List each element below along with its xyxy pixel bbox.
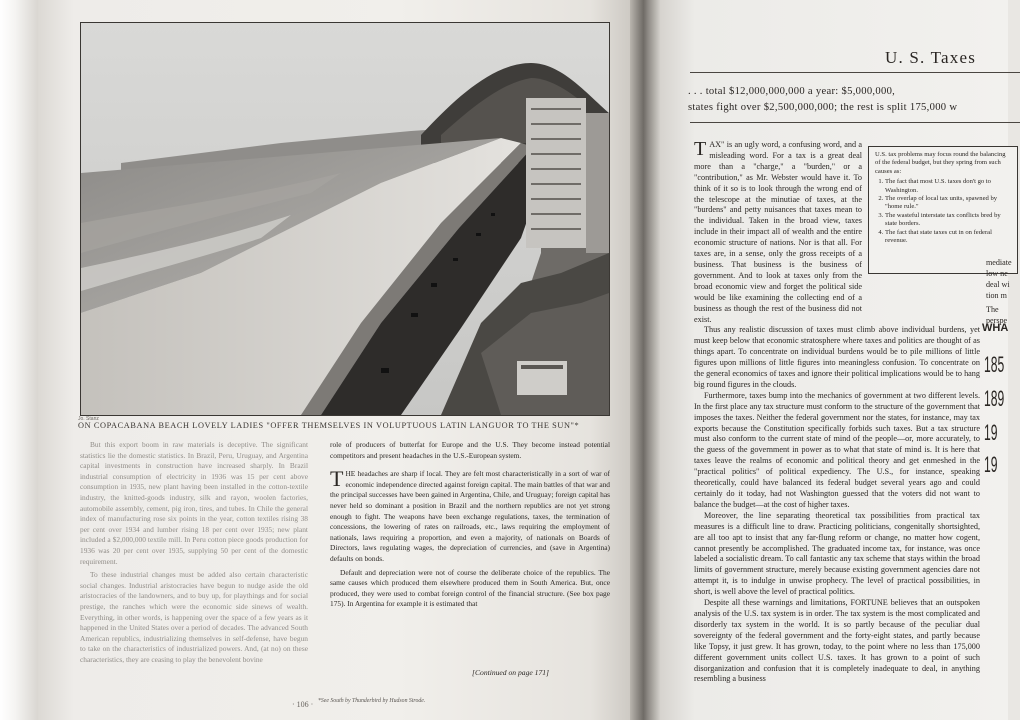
list-item: 3. The wasteful interstate tax conflicts bred by state borders. — [885, 212, 1011, 229]
page-edge — [0, 0, 38, 720]
deck-line-1: . . . total $12,000,000,000 a year: $5,000,000, — [688, 86, 896, 97]
year-label: 185 — [984, 352, 1005, 377]
list-item: 2. The overlap of local tax units, spawned by "home rule." — [885, 195, 1011, 212]
paragraph: Moreover, the line separating theoretical tax possibilities from practical tax measures is a difficult line to draw. Practicing politicians, congenitally shortsighted, are all too apt to insist that any far-flung reform or change, no matter how cogent, cannot presently be accomplished. The graduated income tax, for instance, was once labeled a socialistic dream. To call fantastic any tax scheme that stays within the broad limits of government structure, merely because existing government agencies dare not attempt it, is to indulge in unwise prophecy. The level of practical possibilities, in short, is well above the level of practical politics. — [694, 510, 980, 597]
chart-heading-fragment: WHA — [982, 322, 1009, 334]
page-number: · 106 · — [292, 700, 314, 709]
dropcap: T — [330, 466, 344, 492]
article-column-1 — [80, 440, 308, 668]
paragraph: Thus any realistic discussion of taxes must climb above individual burdens, yet must keep below that economic stratosphere where taxes and politics are thought of as things apart. To concentrate on individual burdens would be to pile millions of little figures upon millions of little figures into meaningless confusion. To concentrate on the general economics of taxes and ignore their political implications would be to hang big round figures in the clouds. — [694, 325, 980, 389]
list-item: 1. The fact that most U.S. taxes don't go to Washington. — [885, 178, 1011, 195]
deck-line-2: states fight over $2,500,000,000; the rest is split 175,000 w — [688, 102, 958, 113]
paragraph: Furthermore, taxes bump into the mechanics of government at two different levels. In the first place any tax structure must conform to the structure of the government that imposes the taxes. Neither the federal government nor the states, for instance, may tax exports because the Constitution specifically forbids such taxes. But a tax structure must also conform to the current state of mind of the people—or, more accurately, to the guess of the government in power as to what that state of mind is. It is here that taxes leave the realms of economic and political theory and get enmeshed in the "practical politics" of political expediency. The U.S., for instance, speaking theoretically, could have balanced its federal budget several years ago and could certainly do it today, had not Washington guessed that the voters did not want to balance the budget—at the cost of higher taxes. — [694, 390, 980, 509]
cut-off-column: mediate low ne deal wi tion m The perspe — [986, 258, 1012, 325]
dropcap: T — [694, 138, 707, 160]
paragraph: But this export boom in raw materials is deceptive. The significant statistics lie the domestic statistics. In Brazil, Peru, Uruguay, and Argentina capital investments in construction have increased sharply. In Brazil industrial consumption of electricity in 1936 was 15 per cent above consumption in 1935, new plant having been installed in the cotton-textile industry, the knitted-goods industry, silk and rayon, woolen factories, automobile assembly, cement, pig iron, tires, and tubes. In Chile the general index of manufacturing rose six points in the year, cotton textiles rising 38 per cent over 1934 and lumber rising 18 per cent over 1935; new plant included a $2,000,000 textile mill. In Peru cotton piece goods production for 1936 was 20 per cent over 1935, supplying 50 per cent of the domestic requirement. — [80, 440, 308, 566]
box-intro: U.S. tax problems may focus round the balancing of the federal budget, but they spring from such causes as: — [875, 151, 1006, 175]
paragraph: To these industrial changes must be added also certain characteristic social changes. Industrial aristocracies have begun to nudge aside the old aristocracies of the landowners, and to buy up, for playthings and for social prestige, the ranches which were the economic side sinews of wealth. Everything, in other words, is happening over the space of a few years as it happened in the United States over a period of decades. The advanced South American republics, industrializing themselves in self-defense, have begun to take on the characteristics of industrialized powers. And, (at no) on these characteristics, they are ceasing to play the benevolent bovine — [80, 570, 308, 664]
year-label: 19 — [984, 452, 998, 477]
copacabana-photo — [80, 22, 610, 416]
box-list — [875, 178, 1011, 245]
photo-credit: Jo. Stanz — [78, 416, 99, 422]
right-page — [660, 0, 1012, 720]
tax-problems-box — [868, 146, 1018, 274]
title-rule — [690, 72, 1020, 73]
deck-rule — [690, 122, 1020, 123]
book-gutter — [630, 0, 660, 720]
paragraph-with-dropcap: THE headaches are sharp if local. They are felt most characteristically in a sort of war of economic independence directed against foreign capital. The main battles of that war and the principal successes have been gained in Argentina, Chile, and Uruguay; foreign capital has never held so dominant a position in Brazil and the northern republics are not yet strong enough to fight. The weapons have been exchange regulations, taxes, the termination of concessions, the lowering of rates on railroads, etc., laws requiring the employment of nationals, laws requiring a proportion, and even a majority, of nationals on Boards of Directors, laws regulating wages, the depreciation of currencies, and (save in Argentina) defaults on bonds. — [330, 466, 610, 563]
paragraph-with-dropcap: TAX" is an ugly word, a confusing word, and a misleading word. For a tax is a great deal more than a "charge," a "burden," or a "contribution," as Mr. Webster would have it. To think of it so is to look through the wrong end of the telescope at the minutiae of taxes, at the "burdens" and petty nuisances that taxes mean to the individual. Taken in the broad view, taxes include in their impact all of wealth and the entire economic structure of nations. Nor is that all. For taxes are, in a sense, only the gross receipts of a business. That business is the business of government. And to look at taxes only from the broad economic view and forget the political side would be like examining the collecting end of a business as though the rest of the business did not exist. — [694, 138, 862, 324]
year-label: 19 — [984, 420, 998, 445]
continued-note: [Continued on page 171] — [472, 668, 549, 677]
photo-caption: ON COPACABANA BEACH LOVELY LADIES "OFFER THEMSELVES IN VOLUPTUOUS LATIN LANGUOR TO THE SUN"* — [78, 421, 580, 430]
paragraph: Despite all these warnings and limitations, FORTUNE believes that an outspoken analysis of the U.S. tax system is in order. The tax system is the most complicated and disorderly tax system in the world. It is so partly because of the peculiar dual sovereignty of the federal government and the forty-eight states, and partly because like Topsy, it just grew. It has grown, today, to the point where no less than 175,000 different government units collect U.S. taxes. It has grown to a point of such disorganization and confusion that it is completely inadequate to deal, in anything resembling a business — [694, 598, 980, 684]
paragraph: Default and depreciation were not of course the deliberate choice of the republics. The same causes which produced them elsewhere produced them in South America. But, once produced, they were used to combat foreign control of the financial structure. (See box page 175). In Argentina for example it is estimated that — [330, 567, 610, 609]
year-label: 189 — [984, 386, 1005, 411]
paragraph: role of producers of butterfat for Europe and the U.S. They become instead potential competitors and present headaches in the U.S.-European system. — [330, 440, 610, 460]
list-item: 4. The fact that state taxes cut in on federal revenue. — [885, 229, 1011, 246]
article-column-2 — [330, 440, 610, 613]
footnote: *See South by Thunderbird by Hudson Strode. — [318, 698, 426, 704]
page-title: U. S. Taxes — [885, 48, 977, 67]
